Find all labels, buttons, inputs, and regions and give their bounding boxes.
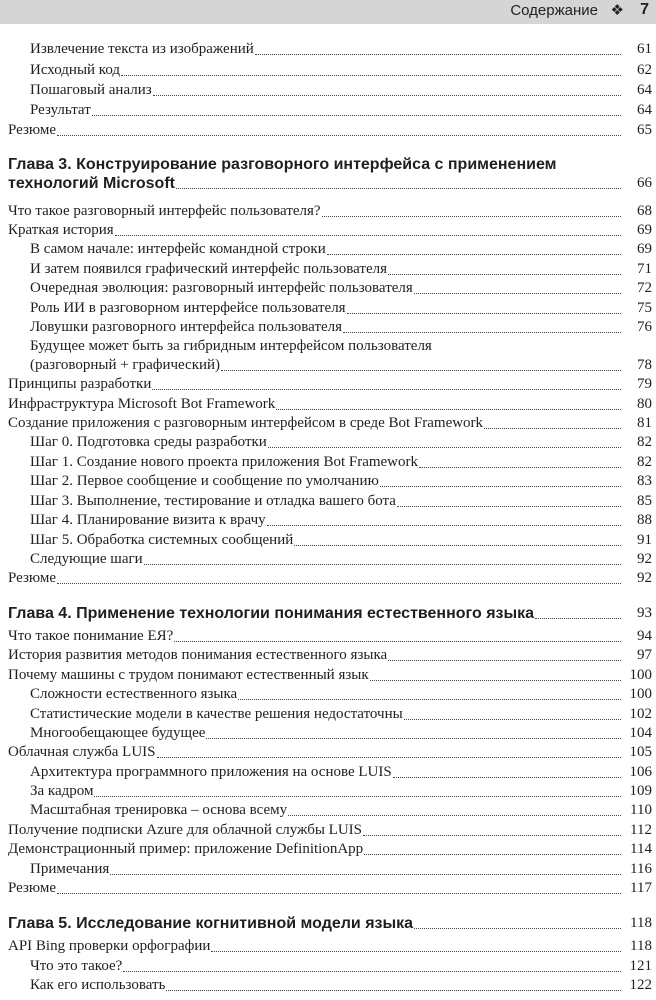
header-page-number: 7 [640, 1, 649, 18]
toc-entry-page: 69 [637, 222, 652, 238]
toc-entry-title: Очередная эволюция: разговорный интерфейс пользователя [30, 280, 413, 296]
toc-entry-page: 72 [637, 280, 652, 296]
toc-entry-title: Следующие шаги [30, 551, 143, 567]
toc-entry-page: 106 [629, 764, 652, 780]
toc-entry-page: 64 [637, 102, 652, 118]
toc-entry-title: Ловушки разговорного интерфейса пользователя [30, 319, 343, 335]
toc-entry-title: Сложности естественного языка [30, 686, 238, 702]
toc-entry-title: Глава 4. Применение технологии понимания естественного языка [8, 605, 535, 622]
toc-entry-title: Демонстрационный пример: приложение DefinitionApp [8, 841, 364, 857]
toc-entry-page: 100 [629, 667, 652, 683]
toc-entry-page: 114 [630, 841, 652, 857]
toc-entry-page: 122 [629, 977, 652, 993]
toc-entry-title: Что такое разговорный интерфейс пользователя? [8, 203, 321, 219]
toc-entry-title-line1: Будущее может быть за гибридным интерфейсом пользователя [30, 338, 432, 354]
toc-entry-title: Пошаговый анализ [30, 82, 152, 98]
toc-entry-page: 100 [629, 686, 652, 702]
toc-entry-page: 66 [637, 175, 652, 191]
toc-entry-page: 92 [637, 570, 652, 586]
toc-entry-title: История развития методов понимания естественного языка [8, 647, 388, 663]
toc-entry-title: Исходный код [30, 62, 121, 78]
toc-entry-page: 97 [637, 647, 652, 663]
toc-entry-page: 104 [629, 725, 652, 741]
toc-entry-title: Создание приложения с разговорным интерфейсом в среде Bot Framework [8, 415, 484, 431]
toc-entry-title: API Bing проверки орфографии [8, 938, 211, 954]
toc-entry-page: 105 [629, 744, 652, 760]
toc-entry-title: Облачная служба LUIS [8, 744, 156, 760]
toc-entry-title: Шаг 5. Обработка системных сообщений [30, 532, 294, 548]
toc-entry-title: (разговорный + графический) [30, 357, 221, 373]
fleuron-icon: ❖ [610, 2, 624, 19]
toc-entry-page: 64 [637, 82, 652, 98]
toc-entry-title: Шаг 3. Выполнение, тестирование и отладка вашего бота [30, 493, 396, 509]
toc-entry-page: 121 [629, 958, 652, 974]
toc-entry-page: 112 [630, 822, 652, 838]
toc-entry-page: 82 [637, 454, 652, 470]
toc-entry-title: Резюме [8, 570, 57, 586]
toc-entry-page: 65 [637, 122, 652, 138]
toc-entry-title: За кадром [30, 783, 94, 799]
toc-entry-title-line1: Глава 3. Конструирование разговорного интерфейса с применением [8, 156, 557, 173]
toc-entry-page: 118 [630, 938, 652, 954]
header-section-title: Содержание [510, 2, 598, 19]
toc-entry-page: 80 [637, 396, 652, 412]
toc-entry-title: Принципы разработки [8, 376, 152, 392]
toc-entry-page: 117 [630, 880, 652, 896]
toc-entry-page: 61 [637, 41, 652, 57]
toc-entry-title: Статистические модели в качестве решения недостаточны [30, 706, 403, 722]
toc-entry-title: Шаг 4. Планирование визита к врачу [30, 512, 266, 528]
toc-entry-page: 116 [630, 861, 652, 877]
toc-entry-title: В самом начале: интерфейс командной строки [30, 241, 326, 257]
toc-entry-page: 109 [629, 783, 652, 799]
toc-entry-page: 76 [637, 319, 652, 335]
toc-entry-title: Резюме [8, 122, 57, 138]
toc-entry-title: И затем появился графический интерфейс пользователя [30, 261, 387, 277]
toc-entry-title: Роль ИИ в разговорном интерфейсе пользователя [30, 300, 346, 316]
toc-entry-page: 83 [637, 473, 652, 489]
toc-entry-page: 93 [637, 605, 652, 621]
toc-entry-title: Шаг 0. Подготовка среды разработки [30, 434, 267, 450]
toc-entry-title: Резюме [8, 880, 57, 896]
toc-entry-page: 78 [637, 357, 652, 373]
toc-entry-title: Что такое понимание ЕЯ? [8, 628, 174, 644]
toc-entry-page: 81 [637, 415, 652, 431]
toc-entry-page: 110 [630, 802, 652, 818]
toc-entry-title: Шаг 1. Создание нового проекта приложения Bot Framework [30, 454, 419, 470]
toc-entry-title: Получение подписки Azure для облачной службы LUIS [8, 822, 363, 838]
toc-entry-title: технологий Microsoft [8, 175, 175, 192]
toc-entry-page: 82 [637, 434, 652, 450]
toc-entry-title: Как его использовать [30, 977, 166, 993]
toc-entry-page: 79 [637, 376, 652, 392]
toc-entry-page: 118 [630, 915, 652, 931]
toc-entry-page: 71 [637, 261, 652, 277]
toc-entry-title: Архитектура программного приложения на основе LUIS [30, 764, 392, 780]
toc-entry-page: 102 [629, 706, 652, 722]
toc-entry-title: Результат [30, 102, 91, 118]
toc-entry-page: 94 [637, 628, 652, 644]
toc-entry-title: Шаг 2. Первое сообщение и сообщение по умолчанию [30, 473, 379, 489]
toc-entry-title: Масштабная тренировка – основа всему [30, 802, 288, 818]
toc-entry-page: 88 [637, 512, 652, 528]
toc-entry-page: 75 [637, 300, 652, 316]
toc-entry-page: 85 [637, 493, 652, 509]
toc-entry-page: 69 [637, 241, 652, 257]
toc-entry-title: Почему машины с трудом понимают естественный язык [8, 667, 369, 683]
toc-entry-title: Глава 5. Исследование когнитивной модели языка [8, 915, 414, 932]
toc-entry-page: 92 [637, 551, 652, 567]
toc-entry-title: Что это такое? [30, 958, 123, 974]
running-header [0, 0, 656, 24]
toc-entry-title: Инфраструктура Microsoft Bot Framework [8, 396, 276, 412]
toc-entry-title: Примечания [30, 861, 110, 877]
toc-entry-page: 91 [637, 532, 652, 548]
toc-entry-title: Многообещающее будущее [30, 725, 206, 741]
toc-entry-title: Извлечение текста из изображений [30, 41, 254, 57]
toc-entry-title: Краткая история [8, 222, 114, 238]
toc-entry-page: 68 [637, 203, 652, 219]
toc-entry-page: 62 [637, 62, 652, 78]
